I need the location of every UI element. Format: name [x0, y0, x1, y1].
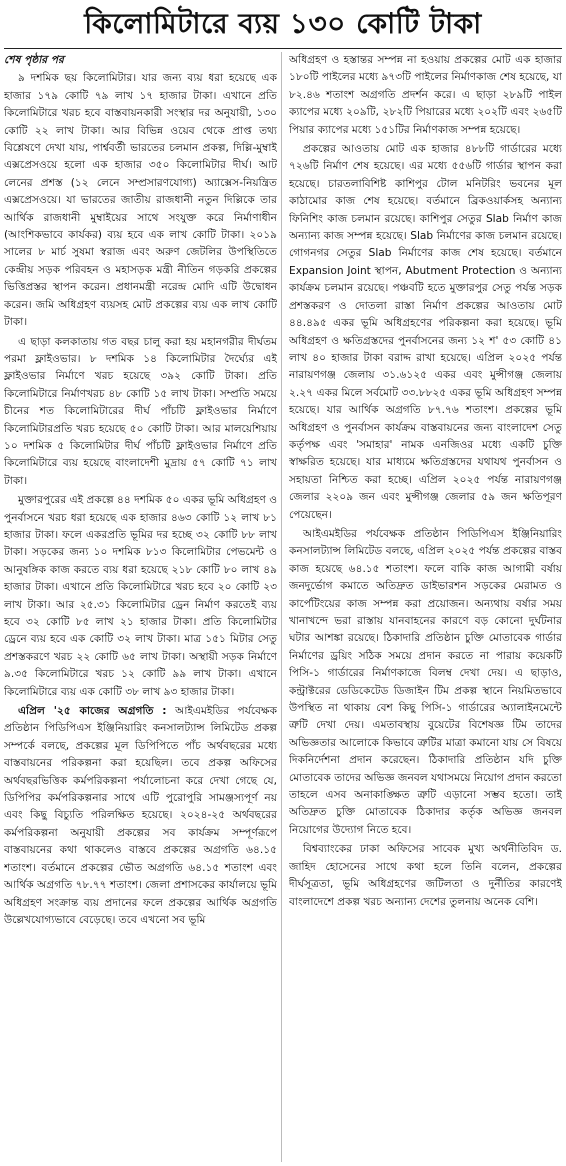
- body-paragraph: প্রকল্পের আওতায় মোট এক হাজার ৪৮৮টি গার্ডারের মধ্যে ৭২৬টি নির্মাণ শেষ হয়েছে। এর মধ্যে ৫৫৬টি গার্ডার স্থাপন করা হয়েছে। চারতলাবিশিষ্ট কাশিপুর টোল মনিটরিং ভবনের মূল কাঠামোর কাজ শেষ হয়েছে। বর্তমানে ব্রিকওয়ার্কসহ অন্যান্য ফিনিশিং কাজ চলমান রয়েছে। কাশিপুর সেতুর Slab নির্মাণ কাজ অন্যান্য কাজ সম্পন্ন হয়েছে। Slab নির্মাণের কাজ চলমান রয়েছে। গোগনগর সেতুর Slab নির্মাণের কাজ শেষ হয়েছে। বর্তমানে Expansion Joint স্থাপন, Abutment Protection ও অন্যান্য কার্যক্রম চলমান রয়েছে। পঞ্চবটি হতে মুক্তারপুর সেতু পর্যন্ত সড়ক প্রশস্তকরণ ও দোতলা রাস্তা নির্মাণ প্রকল্পের আওতায় মোট ৪৪.৪৯৫ একর ভূমি অধিগ্রহণের পরিকল্পনা করা হয়েছে। ভূমি অধিগ্রহণ ও ক্ষতিগ্রস্তদের পুনর্বাসনের জন্য ১২ শ' ৫৩ কোটি ৪১ লাখ ৪০ হাজার টাকা বরাদ্দ রাখা হয়েছে। এপ্রিল ২০২৫ পর্যন্ত নারায়ণগঞ্জ জেলায় ৩১.৬১২৫ একর এবং মুন্সীগঞ্জ জেলায় ২.২৭ একর মিলে সর্বমোট ৩৩.৮৮২৫ একর ভূমি অধিগ্রহণ সম্পন্ন হয়েছে। যার আর্থিক অগ্রগতি ৮৭.৭৬ শতাংশ। প্রকল্পের ভূমি অধিগ্রহণ ও পুনর্বাসন কার্যক্রম বাস্তবায়নের জন্য বাংলাদেশ সেতু কর্তৃপক্ষ এবং 'সমাহার' নামক এনজিওর মধ্যে একটি চুক্তি স্বাক্ষরিত হয়েছে। যার মাধ্যমে ক্ষতিগ্রস্তদের যথাযথ পুনর্বাসন ও সহায়তা নিশ্চিত করা হচ্ছে। এপ্রিল ২০২৫ পর্যন্ত নারায়ণগঞ্জ জেলার ২২০৯ জন এবং মুন্সীগঞ্জ জেলার ৫৯ জন ক্ষতিপূরণ পেয়েছেন।: [289, 143, 562, 521]
- body-paragraph: মুক্তারপুরের এই প্রকল্পে ৪৪ দশমিক ৫০ একর ভূমি অধিগ্রহণ ও পুনর্বাসনে খরচ ধরা হয়েছে এক হাজার ৪৬৩ কোটি ১২ লাখ ৮১ হাজার টাকা। ফলে একরপ্রতি ভূমির দর হচ্ছে ৩২ কোটি ৮৮ লাখ টাকা। সড়কের জন্য ১০ দশমিক ৮১৩ কিলোমিটার পেভমেন্ট ও আনুষঙ্গিক কাজ করতে ব্যয় ধরা হয়েছে ২১৮ কোটি ৮০ লাখ ৪৯ হাজার টাকা। এখানে প্রতি কিলোমিটারে খরচ হবে ২০ কোটি ২৩ লাখ টাকা। আর ২৫.৩১ কিলোমিটার ড্রেন নির্মাণ করতেই ব্যয় হবে ৩২ কোটি ৮৫ লাখ ২১ হাজার টাকা। প্রতি কিলোমিটার ড্রেনে ব্যয় হবে এক কোটি ৩২ লাখ টাকা। মাত্র ১৫১ মিটার সেতু প্রশস্তকরণে খরচ ২২ কোটি ৬৫ লাখ টাকা। অস্থায়ী সড়ক নির্মাণে ৯.৩৫ কিলোমিটারে খরচ ১২ কোটি ৯৯ লাখ টাকা। এখানে কিলোমিটারে ব্যয় এক কোটি ৩৮ লাখ ৯৩ হাজার টাকা।: [4, 494, 277, 698]
- body-paragraph: অধিগ্রহণ ও হস্তান্তর সম্পন্ন না হওয়ায় প্রকল্পের মোট এক হাজার ১৮০টি পাইলের মধ্যে ৯৭৩টি পাইলের নির্মাণকাজ শেষ হয়েছে, যা ৮২.৪৬ শতাংশ অগ্রগতি প্রদর্শন করে। এ ছাড়া ২৮৯টি পাইল ক্যাপের মধ্যে ২০৯টি, ২৮২টি পিয়ারের মধ্যে ২০২টি এবং ২৬৫টি পিয়ার ক্যাপের মধ্যে ১৫১টির নির্মাণকাজ সম্পন্ন হয়েছে।: [289, 54, 562, 136]
- body-paragraph: বিশ্বব্যাংকের ঢাকা অফিসের সাবেক মুখ্য অর্থনীতিবিদ ড. জাহিদ হোসেনের সাথে কথা হলে তিনি বলেন, প্রকল্পের দীর্ঘসূত্রতা, ভূমি অধিগ্রহণের জটিলতা ও দুর্নীতির কারণেই বাংলাদেশে প্রকল্প খরচ অন্যান্য দেশের তুলনায় অনেক বেশি।: [289, 843, 562, 908]
- left-column: [4, 52, 277, 1162]
- progress-paragraph: [4, 703, 277, 929]
- body-paragraph: ৯ দশমিক ছয় কিলোমিটার। যার জন্য ব্যয় ধরা হয়েছে এক হাজার ১৭৯ কোটি ৭৯ লাখ ১৭ হাজার টাকা। এখানে প্রতি কিলোমিটারে খরচ হবে বাস্তবায়নকারী সংস্থার দর অনুযায়ী, ১৩০ কোটি ২২ লাখ টাকা। আর বিভিন্ন ওয়েব থেকে প্রাপ্ত তথ্য বিশ্লেষণে দেখা যায়, পার্শ্ববর্তী ভারতের চলমান প্রকল্প, দিল্লি-মুম্বাই এক্সপ্রেসওয়ে হলো এক হাজার ৩৫০ কিলোমিটার দীর্ঘ। আট লেনের প্রশস্ত (১২ লেনে সম্প্রসারণযোগ্য) অ্যাক্সেস-নিয়ন্ত্রিত এক্সপ্রেসওয়ে। যা ভারতের জাতীয় রাজধানী নতুন দিল্লিকে তার আর্থিক রাজধানী মুম্বাইয়ের সাথে সংযুক্ত করে নির্মাণাধীন (আংশিকভাবে কার্যকর) ব্যয় হবে এক লাখ কোটি টাকা। ২০১৯ সালের ৮ মার্চ সুষমা স্বরাজ এবং অরুণ জেটলির উপস্থিতিতে কেন্দ্রীয় সড়ক পরিবহন ও মহাসড়ক মন্ত্রী নীতিন গড়করি প্রকল্পের ভিত্তিপ্রস্তর স্থাপন করেন। প্রধানমন্ত্রী নরেন্দ্র মোদি এটি উদ্বোধন করেন। জমি অধিগ্রহণ ব্যয়সহ মোট প্রকল্পের ব্যয় এক লাখ কোটি টাকা।: [4, 72, 277, 329]
- column-divider: [281, 52, 282, 1162]
- progress-text: আইএমইডির পর্যবেক্ষক প্রতিষ্ঠান পিডিপিএস ইঞ্জিনিয়ারিং কনসালট্যান্স লিমিটেড প্রকল্প সম্পর্কে বলছে, প্রকল্পের মূল ডিপিপিতে পাঁচ অর্থবছরের মধ্যে বাস্তবায়নের পরিকল্পনা করা হয়েছিল। তবে প্রকল্প অফিসের অর্থবছরভিত্তিক কর্মপরিকল্পনা পর্যালোচনা করে দেখা গেছে যে, ডিপিপির কর্মপরিকল্পনার সাথে এটি পুরোপুরি সামঞ্জস্যপূর্ণ নয় এবং কিছু বিচ্যুতি পরিলক্ষিত হয়েছে। ২০২৪-২৫ অর্থবছরের কর্মপরিকল্পনা অনুযায়ী প্রকল্পের সব কার্যক্রম সম্পূর্ণরূপে বাস্তবায়নের কথা থাকলেও বাস্তবে প্রকল্পের অগ্রগতি ৬৪.১৫ শতাংশ। বর্তমানে প্রকল্পের ভৌত অগ্রগতি ৬৪.১৫ শতাংশ এবং আর্থিক অগ্রগতি ৭৮.৭৭ শতাংশ। জেলা প্রশাসকের কার্যালয়ে ভূমি অধিগ্রহণ সংক্রান্ত ব্যয় প্রদানের ফলে প্রকল্পের আর্থিক অগ্রগতি উল্লেখযোগ্যভাবে বেড়েছে। তবে এখনো সব ভূমি: [4, 705, 277, 926]
- right-column: [289, 52, 562, 1162]
- progress-subheading: এপ্রিল '২৫ কাজের অগ্রগতি :: [18, 705, 167, 718]
- continued-from-label: শেষ পৃষ্ঠার পর: [4, 54, 64, 66]
- headline: কিলোমিটারে ব্যয় ১৩০ কোটি টাকা: [84, 7, 482, 40]
- body-paragraph: আইএমইডির পর্যবেক্ষক প্রতিষ্ঠান পিডিপিএস ইঞ্জিনিয়ারিং কনসালট্যান্স লিমিটেড বলছে, এপ্রিল ২০২৫ পর্যন্ত প্রকল্পের বাস্তব কাজ হয়েছে ৬৪.১৫ শতাংশ। ফলে বাকি কাজ আগামী বর্ষায় জনদুর্ভোগ কমাতে অতিদ্রুত ডাইভারশন সড়কের মেরামত ও কার্পেটিংয়ের কাজ সম্পন্ন করা প্রয়োজন। অন্যথায় বর্ষার সময় খানাখন্দে ভরা রাস্তায় যানবাহনের কারণে বড় কোনো দুর্ঘটনার ঘটার আশঙ্কা রয়েছে। ঠিকাদারি প্রতিষ্ঠান চুক্তি মোতাবেক গার্ডার নির্মাণের ড্রয়িং সঠিক সময়ে প্রদান করতে না পারায় কয়েকটি পিসি-১ গার্ডারের নির্মাণকাজে বিলম্ব দেখা দেয়। এ ছাড়াও, কন্ট্রাক্টরের ডেডিকেটেড ডিজাইন টিম প্রকল্প স্থানে নিয়মিতভাবে উপস্থিত না থাকায় বেশ কিছু পিসি-১ গার্ডারের অ্যালাইনমেন্টে ত্রুটি দেখা দেয়। এমতাবস্থায় বুয়েটের বিশেষজ্ঞ টিম তাদের অভিজ্ঞতার আলোকে কিভাবে ত্রুটির মাত্রা কমানো যায় সে বিষয়ে দিকনির্দেশনা প্রদান করেছেন। ঠিকাদারি প্রতিষ্ঠান যদি চুক্তি মোতাবেক তাদের অভিজ্ঞ জনবল যথাসময়ে নিয়োগ প্রদান করতো তাহলে এসব অনাকাঙ্ক্ষিত ত্রুটি এড়ানো সম্ভব হতো। তাই অতিদ্রুত চুক্তি মোতাবেক ঠিকাদার কর্তৃক অভিজ্ঞ জনবল নিয়োগের উদ্যোগ নিতে হবে।: [289, 527, 562, 836]
- body-paragraph: এ ছাড়া কলকাতায় গত বছর চালু করা হয় মহানগরীর দীর্ঘতম পরমা ফ্লাইওভার। ৮ দশমিক ১৪ কিলোমিটার দৈর্ঘ্যের এই ফ্লাইওভার নির্মাণে খরচ হয়েছে ৩৯২ কোটি টাকা। প্রতি কিলোমিটারে নির্মাণখরচ ৪৮ কোটি ১৫ লাখ টাকা। সম্প্রতি সময়ে চীনের শত কিলোমিটারের দীর্ঘ পাঁচটি ফ্লাইওভার নির্মাণে কিলোমিটারপ্রতি খরচ হয়েছে ৫০ কোটি টাকা। আর মালয়েশিয়ায় ১০ দশমিক ৫ কিলোমিটার দীর্ঘ পাঁচটি ফ্লাইওভার নির্মাণে প্রতি কিলোমিটারে ব্যয় হয়েছে বাংলাদেশী মুদ্রায় ৫৭ কোটি ৭১ লাখ টাকা।: [4, 335, 277, 487]
- headline-rule: [4, 48, 562, 49]
